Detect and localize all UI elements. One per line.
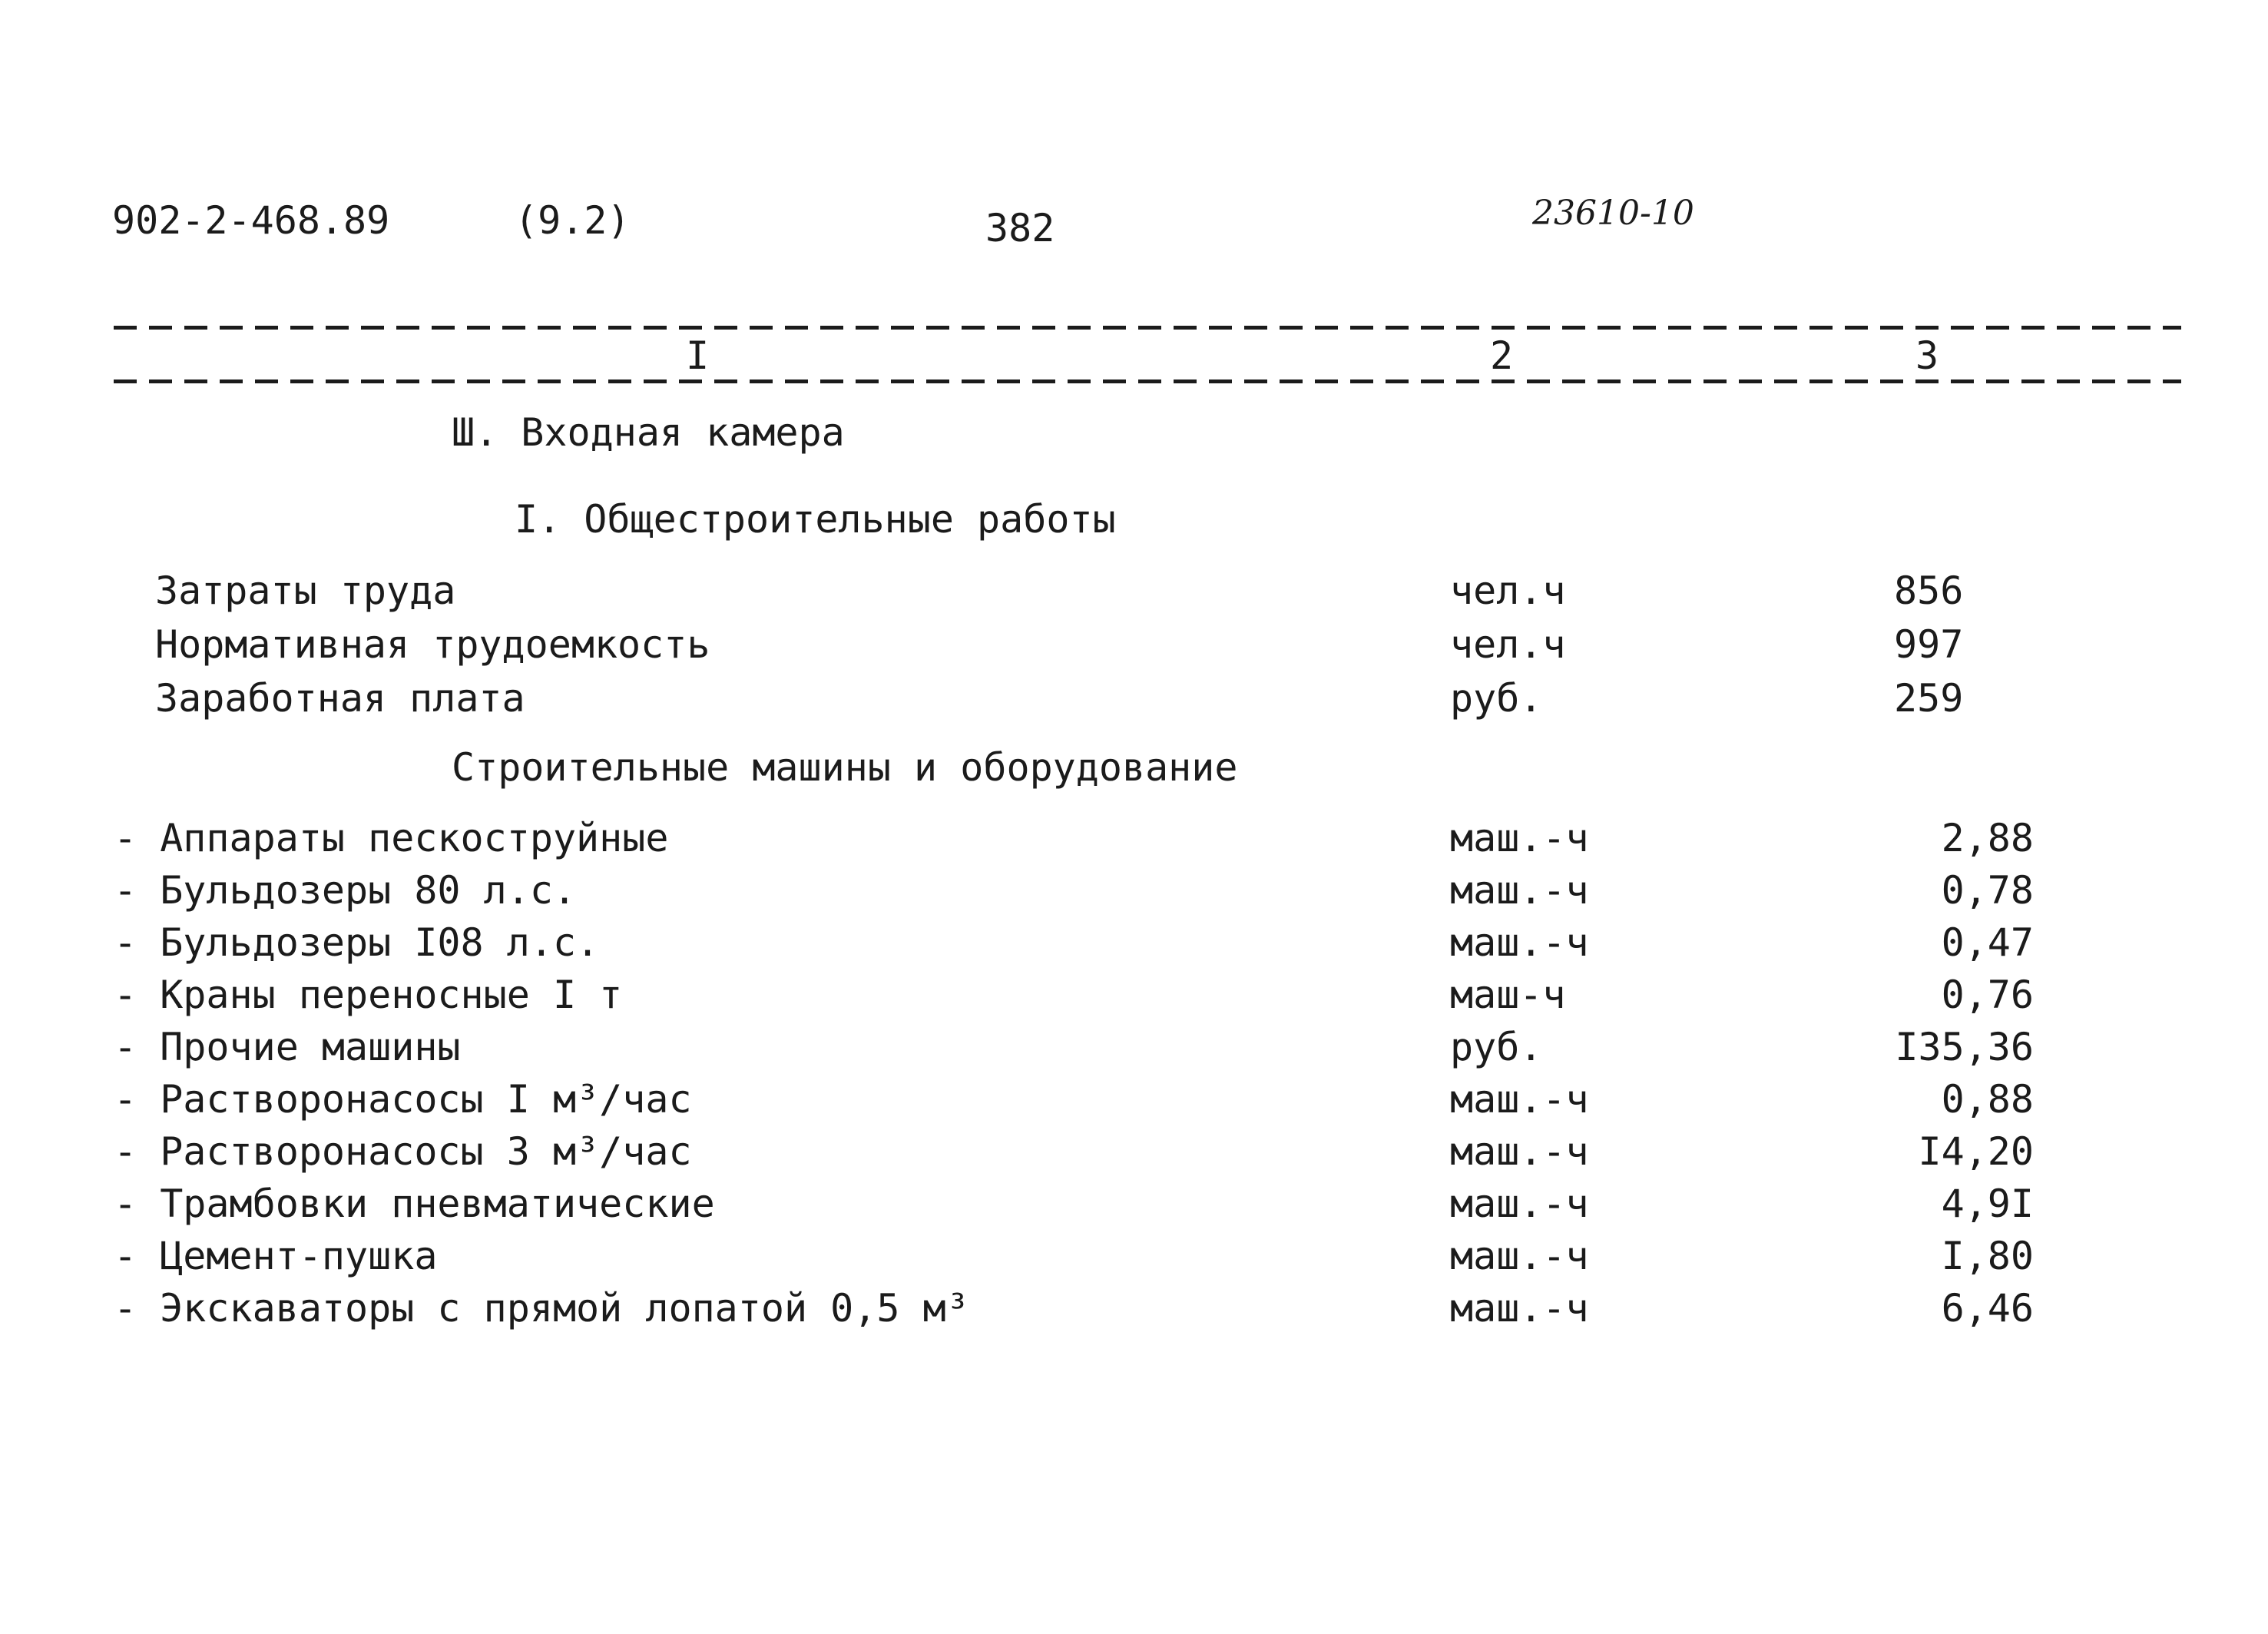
row-unit: чел.ч [1450, 622, 1566, 667]
row-value: 0,88 [1941, 1077, 2034, 1122]
row-value: 0,47 [1941, 920, 2034, 965]
table-row [114, 1025, 2064, 1076]
row-value: 2,88 [1941, 816, 2034, 860]
page-number: 382 [985, 206, 1055, 250]
row-unit: маш.-ч [1450, 816, 1589, 860]
table-row [114, 1129, 2064, 1180]
row-unit: маш.-ч [1450, 1234, 1589, 1278]
row-unit: маш.-ч [1450, 1286, 1589, 1331]
row-value: 856 [1894, 568, 1964, 613]
row-unit: маш.-ч [1450, 868, 1589, 913]
row-value: I,80 [1941, 1234, 2034, 1278]
row-name: - Аппараты пескоструйные [114, 816, 669, 860]
row-unit: маш.-ч [1450, 1077, 1589, 1122]
row-name: - Трамбовки пневматические [114, 1182, 715, 1226]
row-value: 6,46 [1941, 1286, 2034, 1331]
section-title: Ш. Входная камера [452, 410, 845, 455]
row-unit: руб. [1450, 1025, 1543, 1069]
row-unit: маш.-ч [1450, 920, 1589, 965]
row-name: Заработная плата [155, 676, 525, 721]
row-name: Нормативная трудоемкость [155, 622, 710, 667]
row-name: - Экскаваторы с прямой лопатой 0,5 м³ [114, 1286, 969, 1331]
table-row [114, 1286, 2064, 1337]
row-unit: маш-ч [1450, 973, 1566, 1017]
table-row [114, 622, 2064, 673]
row-value: I35,36 [1895, 1025, 2034, 1069]
table-row [114, 1077, 2064, 1128]
row-value: I4,20 [1918, 1129, 2034, 1174]
table-row [114, 816, 2064, 867]
row-value: 997 [1894, 622, 1964, 667]
handwritten-reference: 23610-10 [1532, 194, 1694, 233]
row-name: - Краны переносные I т [114, 973, 623, 1017]
dashed-rule-top [114, 326, 2181, 330]
table-row [114, 1234, 2064, 1284]
document-code: 902-2-468.89 [112, 198, 390, 243]
dashed-rule-bottom [114, 379, 2181, 383]
table-row [114, 973, 2064, 1023]
table-row [114, 868, 2064, 919]
row-unit: руб. [1450, 676, 1543, 721]
subsection-title: I. Общестроительные работы [515, 497, 1116, 542]
row-name: - Растворонасосы I м³/час [114, 1077, 692, 1122]
row-unit: чел.ч [1450, 568, 1566, 613]
row-name: - Бульдозеры 80 л.с. [114, 868, 577, 913]
table-row [114, 920, 2064, 971]
column-number-2: 2 [1490, 333, 1514, 378]
machines-title: Строительные машины и оборудование [452, 745, 1238, 790]
row-name: - Бульдозеры I08 л.с. [114, 920, 600, 965]
row-name: - Цемент-пушка [114, 1234, 438, 1278]
document-part: (9.2) [515, 198, 631, 243]
table-row [114, 676, 2064, 727]
table-row [114, 1182, 2064, 1232]
row-name: - Растворонасосы 3 м³/час [114, 1129, 692, 1174]
row-value: 4,9I [1941, 1182, 2034, 1226]
row-unit: маш.-ч [1450, 1129, 1589, 1174]
table-row [114, 568, 2064, 619]
row-value: 259 [1894, 676, 1964, 721]
row-name: - Прочие машины [114, 1025, 461, 1069]
row-value: 0,76 [1941, 973, 2034, 1017]
row-value: 0,78 [1941, 868, 2034, 913]
row-unit: маш.-ч [1450, 1182, 1589, 1226]
column-number-1: I [686, 333, 710, 378]
row-name: Затраты труда [155, 568, 456, 613]
column-number-3: 3 [1915, 333, 1939, 378]
